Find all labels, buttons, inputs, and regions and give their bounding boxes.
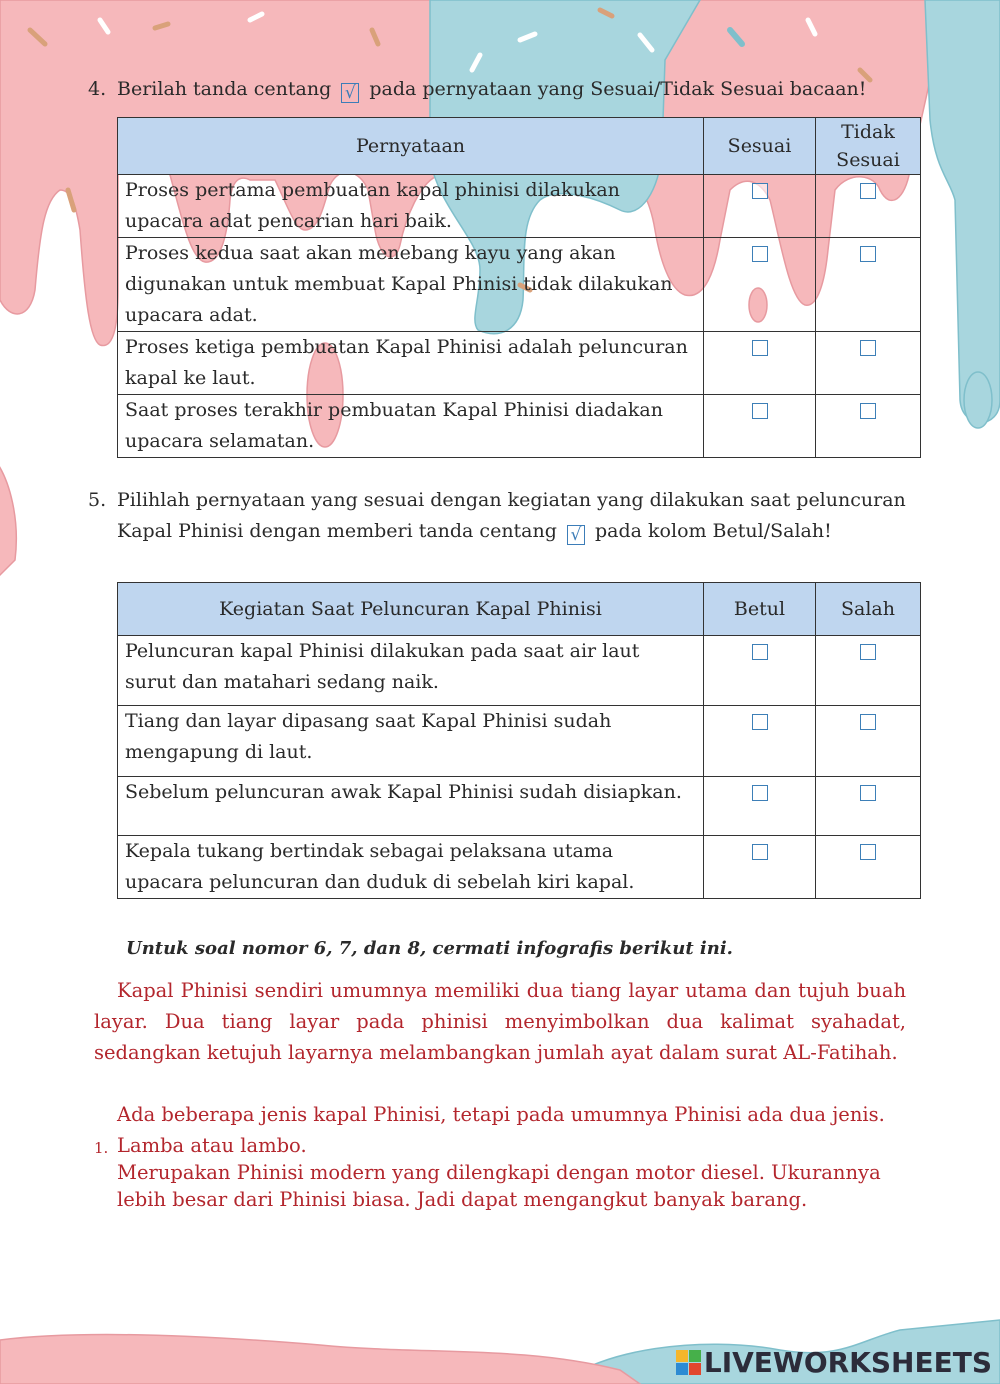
- tidak-sesuai-checkbox[interactable]: [860, 183, 876, 199]
- salah-cell: [816, 636, 921, 706]
- tidak-sesuai-checkbox[interactable]: [860, 246, 876, 262]
- instruction-part: pada pernyataan yang Sesuai/Tidak Sesuai bacaan!: [369, 78, 867, 100]
- q5-table: [117, 582, 921, 899]
- reading-paragraph-2: [94, 1099, 906, 1130]
- salah-checkbox[interactable]: [860, 644, 876, 660]
- salah-checkbox[interactable]: [860, 844, 876, 860]
- sesuai-cell: [704, 175, 816, 238]
- col-header-activity: Kegiatan Saat Peluncuran Kapal Phinisi: [118, 583, 704, 636]
- tidak-sesuai-checkbox[interactable]: [860, 403, 876, 419]
- table-row: [118, 836, 921, 899]
- logo-tile-i: [689, 1350, 701, 1362]
- instruction-part: Berilah tanda centang: [117, 78, 332, 100]
- question-5: [0, 485, 1000, 551]
- col-header-statement: Pernyataan: [118, 118, 704, 175]
- statement-cell: Tiang dan layar dipasang saat Kapal Phinisi sudah mengapung di laut.: [118, 706, 704, 777]
- betul-cell: [704, 636, 816, 706]
- instruction-part: pada kolom Betul/Salah!: [595, 520, 832, 542]
- col-header-sesuai: Sesuai: [704, 118, 816, 175]
- statement-cell: Proses pertama pembuatan kapal phinisi dilakukan upacara adat pencarian hari baik.: [118, 175, 704, 238]
- logo-tile-e: [689, 1363, 701, 1375]
- table-row: [118, 238, 921, 332]
- reading-paragraph-1: [94, 975, 906, 1068]
- question-text: [117, 74, 917, 105]
- table-header-row: [118, 583, 921, 636]
- paragraph-text: Kapal Phinisi sendiri umumnya memiliki dua tiang layar utama dan tujuh buah layar. Dua tiang layar pada phinisi menyimbolkan dua kalimat syahadat, sedangkan ketujuh layarnya melambangkan jumlah ayat dalam surat AL-Fatihah.: [94, 979, 906, 1064]
- table-row: [118, 395, 921, 458]
- brand-text: LIVEWORKSHEETS: [703, 1345, 992, 1379]
- table-row: [118, 332, 921, 395]
- question-text: [117, 485, 917, 547]
- statement-cell: Kepala tukang bertindak sebagai pelaksana utama upacara peluncuran dan duduk di sebelah kiri kapal.: [118, 836, 704, 899]
- salah-checkbox[interactable]: [860, 714, 876, 730]
- tick-symbol-icon: √: [341, 83, 359, 103]
- liveworksheets-logo: [676, 1344, 992, 1380]
- sesuai-cell: [704, 238, 816, 332]
- logo-tile-v: [676, 1363, 688, 1375]
- tidak-sesuai-checkbox[interactable]: [860, 340, 876, 356]
- statement-cell: Saat proses terakhir pembuatan Kapal Phinisi diadakan upacara selamatan.: [118, 395, 704, 458]
- sesuai-checkbox[interactable]: [752, 183, 768, 199]
- q4-table: [117, 117, 921, 458]
- betul-cell: [704, 777, 816, 836]
- statement-cell: Sebelum peluncuran awak Kapal Phinisi sudah disiapkan.: [118, 777, 704, 836]
- paragraph-text: Ada beberapa jenis kapal Phinisi, tetapi pada umumnya Phinisi ada dua jenis.: [117, 1103, 885, 1126]
- logo-tile-l: [676, 1350, 688, 1362]
- table-row: [118, 706, 921, 777]
- betul-checkbox[interactable]: [752, 785, 768, 801]
- table-header-row: [118, 118, 921, 175]
- col-header-tidak-sesuai: Tidak Sesuai: [816, 118, 921, 175]
- list-body: Merupakan Phinisi modern yang dilengkapi dengan motor diesel. Ukurannya lebih besar dari Phinisi biasa. Jadi dapat mengangkut banyak barang.: [117, 1161, 881, 1211]
- statement-cell: Proses kedua saat akan menebang kayu yang akan digunakan untuk membuat Kapal Phinisi tidak dilakukan upacara adat.: [118, 238, 704, 332]
- betul-checkbox[interactable]: [752, 844, 768, 860]
- salah-checkbox[interactable]: [860, 785, 876, 801]
- salah-cell: [816, 706, 921, 777]
- tidak-sesuai-cell: [816, 175, 921, 238]
- sesuai-checkbox[interactable]: [752, 246, 768, 262]
- question-4: [0, 74, 1000, 108]
- sesuai-checkbox[interactable]: [752, 403, 768, 419]
- sesuai-checkbox[interactable]: [752, 340, 768, 356]
- col-header-salah: Salah: [816, 583, 921, 636]
- betul-checkbox[interactable]: [752, 714, 768, 730]
- instruction-part: Kapal Phinisi dengan memberi tanda centang: [117, 520, 557, 542]
- question-number: 5.: [88, 489, 107, 511]
- list-number: 1.: [94, 1139, 109, 1157]
- list-title: Lamba atau lambo.: [117, 1134, 307, 1157]
- table-row: [118, 636, 921, 706]
- brand-icon: [676, 1350, 701, 1375]
- betul-checkbox[interactable]: [752, 644, 768, 660]
- statement-cell: Peluncuran kapal Phinisi dilakukan pada saat air laut surut dan matahari sedang naik.: [118, 636, 704, 706]
- col-header-betul: Betul: [704, 583, 816, 636]
- tidak-sesuai-cell: [816, 332, 921, 395]
- tick-symbol-icon: √: [567, 525, 585, 545]
- sesuai-cell: [704, 395, 816, 458]
- question-number: 4.: [88, 78, 107, 100]
- betul-cell: [704, 706, 816, 777]
- sesuai-cell: [704, 332, 816, 395]
- tidak-sesuai-cell: [816, 395, 921, 458]
- table-row: [118, 777, 921, 836]
- salah-cell: [816, 777, 921, 836]
- betul-cell: [704, 836, 816, 899]
- instruction-line: Pilihlah pernyataan yang sesuai dengan kegiatan yang dilakukan saat peluncuran: [117, 489, 906, 511]
- infographic-note: Untuk soal nomor 6, 7, dan 8, cermati infografis berikut ini.: [126, 938, 733, 959]
- tidak-sesuai-cell: [816, 238, 921, 332]
- table-row: [118, 175, 921, 238]
- statement-cell: Proses ketiga pembuatan Kapal Phinisi adalah peluncuran kapal ke laut.: [118, 332, 704, 395]
- salah-cell: [816, 836, 921, 899]
